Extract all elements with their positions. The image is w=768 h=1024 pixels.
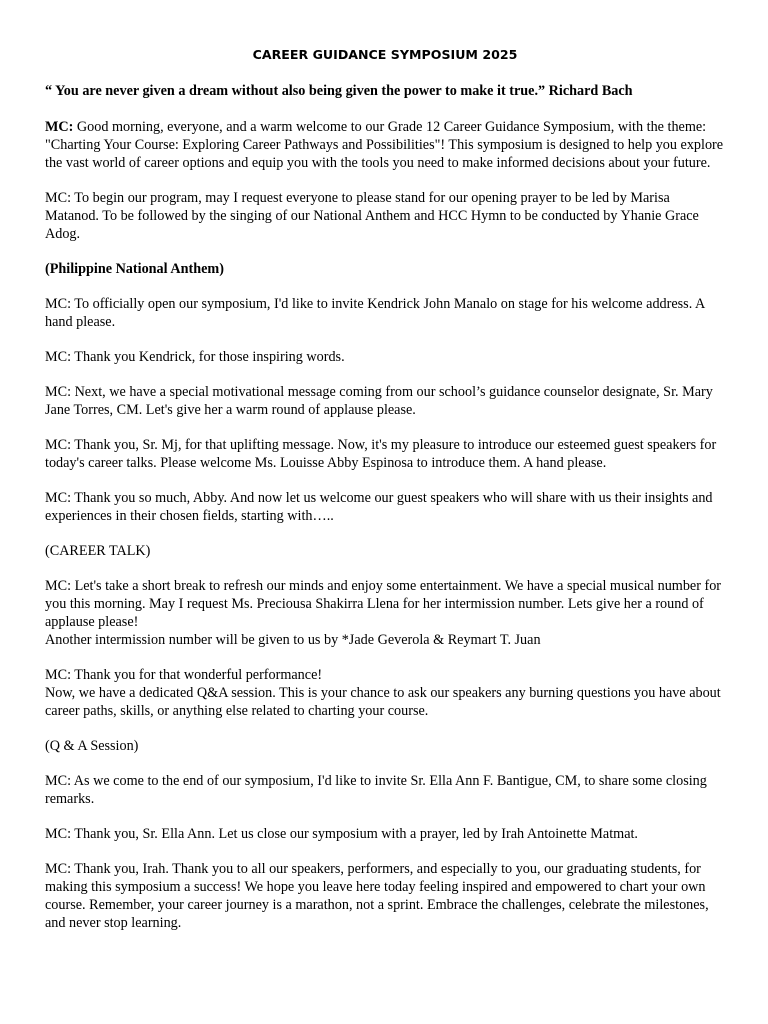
paragraph-motivational-message: MC: Next, we have a special motivational message coming from our school’s guidance counselor designate, Sr. Mary Jane Torres, CM. Let's give her a warm round of applause please. [45, 384, 713, 418]
intermission-line-2: Another intermission number will be given to us by *Jade Geverola & Reymart T. Juan [45, 632, 541, 648]
qa-session-heading: (Q & A Session) [45, 738, 139, 754]
paragraph-welcome [45, 118, 725, 172]
paragraph-thank-kendrick: MC: Thank you Kendrick, for those inspiring words. [45, 349, 345, 365]
paragraph-closing-remarks: MC: As we come to the end of our symposium, I'd like to invite Sr. Ella Ann F. Bantigue, CM, to share some closing remarks. [45, 773, 707, 807]
paragraph-final-thanks: MC: Thank you, Irah. Thank you to all our speakers, performers, and especially to you, our graduating students, for making this symposium a success! We hope you leave here today feeling inspired and empowered to chart your own course. Remember, your career journey is a marathon, not a sprint. Embrace the challenges, celebrate the milestones, and never stop learning. [45, 861, 709, 931]
career-talk-heading: (CAREER TALK) [45, 543, 151, 559]
paragraph-welcome-address: MC: To officially open our symposium, I'd like to invite Kendrick John Manalo on stage for his welcome address. A hand please. [45, 296, 705, 330]
national-anthem-heading: (Philippine National Anthem) [45, 261, 224, 277]
paragraph-introduce-speakers: MC: Thank you, Sr. Mj, for that uplifting message. Now, it's my pleasure to introduce our esteemed guest speakers for today's career talks. Please welcome Ms. Louisse Abby Espinosa to introduce them. A hand please. [45, 437, 717, 471]
opening-quote: “ You are never given a dream without also being given the power to make it true.” Richard Bach [45, 83, 633, 99]
paragraph-welcome-text: Good morning, everyone, and a warm welcome to our Grade 12 Career Guidance Symposium, with the theme: "Charting Your Course: Exploring Career Pathways and Possibilities"! This symposium is designed to help you explore the vast world of career options and equip you with the tools you need to make informed decisions about your future. [45, 119, 724, 171]
paragraph-qa-intro [45, 666, 725, 720]
mc-label: MC: [45, 119, 74, 135]
paragraph-intermission [45, 577, 725, 649]
document-title: CAREER GUIDANCE SYMPOSIUM 2025 [252, 47, 518, 62]
qa-intro-line-2: Now, we have a dedicated Q&A session. This is your chance to ask our speakers any burning questions you have about career paths, skills, or anything else related to charting your course. [45, 685, 721, 719]
paragraph-opening-prayer: MC: To begin our program, may I request everyone to please stand for our opening prayer to be led by Marisa Matanod. To be followed by the singing of our National Anthem and HCC Hymn to be conducted by Yhanie Grace Adog. [45, 190, 699, 242]
paragraph-closing-prayer: MC: Thank you, Sr. Ella Ann. Let us close our symposium with a prayer, led by Irah Antoinette Matmat. [45, 826, 638, 842]
intermission-line-1: MC: Let's take a short break to refresh our minds and enjoy some entertainment. We have a special musical number for you this morning. May I request Ms. Preciousa Shakirra Llena for her intermission number. Lets give her a round of applause please! [45, 578, 722, 630]
paragraph-guest-speakers: MC: Thank you so much, Abby. And now let us welcome our guest speakers who will share with us their insights and experiences in their chosen fields, starting with….. [45, 490, 713, 524]
qa-intro-line-1: MC: Thank you for that wonderful performance! [45, 667, 323, 683]
document-page [45, 46, 725, 949]
